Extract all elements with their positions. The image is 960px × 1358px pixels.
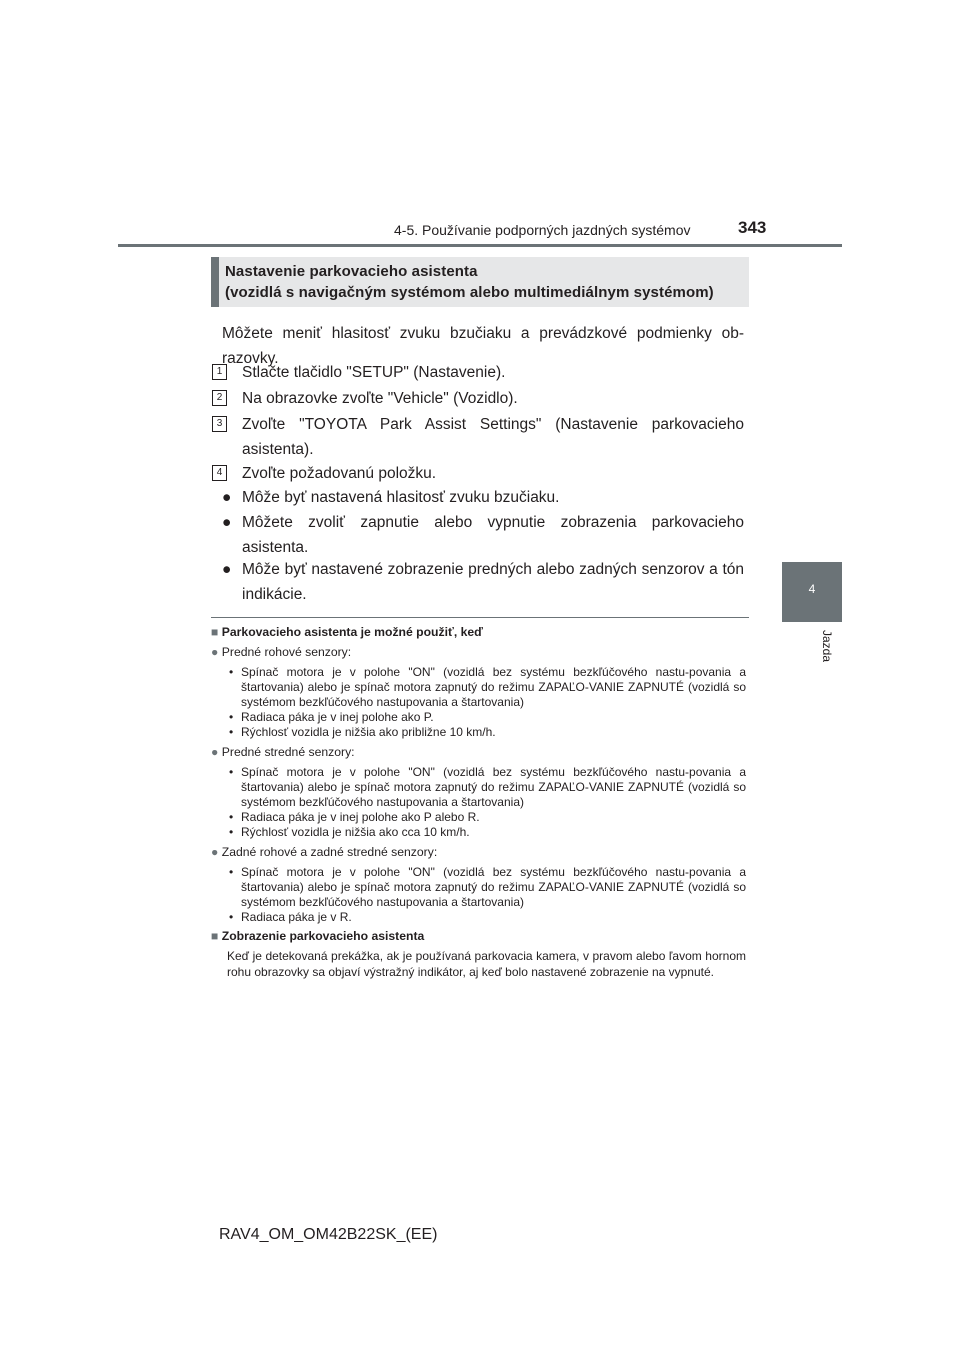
document-code: RAV4_OM_OM42B22SK_(EE) — [219, 1226, 438, 1243]
bullet-text: Môžete zvoliť zapnutie alebo vypnutie zobrazenia parkovacieho asistenta. — [242, 514, 744, 556]
step-1 — [212, 360, 744, 385]
step-4 — [212, 461, 744, 486]
section-title-line1: Nastavenie parkovacieho asistenta — [225, 263, 478, 280]
group-title-text: Predné rohové senzory: — [221, 645, 352, 659]
chapter-label: Jazda — [820, 630, 834, 663]
step-number: 2 — [212, 390, 227, 406]
header-rule — [118, 244, 842, 247]
dash-bullet-icon: • — [229, 725, 234, 739]
chapter-tab — [782, 562, 842, 622]
note-group-title — [211, 644, 746, 660]
list-item — [211, 910, 746, 925]
dash-bullet-icon: • — [229, 810, 234, 824]
list-item-text: Radiaca páka je v inej polohe ako P alebo R. — [241, 810, 480, 824]
note-heading-2 — [211, 928, 746, 944]
step-number: 1 — [212, 364, 227, 380]
note-paragraph: Keď je detekovaná prekážka, ak je používaná parkovacia kamera, v pravom alebo ľavom hornom rohu obrazovky sa objaví výstražný indikátor, aj keď bolo nastavené zobrazenie na vypnuté. — [227, 949, 746, 979]
dash-bullet-icon: • — [229, 765, 234, 779]
list-item — [211, 810, 746, 825]
intro-paragraph: Môžete meniť hlasitosť zvuku bzučiaku a prevádzkové podmienky ob-razovky. — [222, 325, 744, 367]
note-heading-1 — [211, 624, 746, 640]
step-text: Stlačte tlačidlo "SETUP" (Nastavenie). — [242, 364, 506, 381]
chapter-number: 4 — [808, 582, 816, 596]
list-item-text: Spínač motora je v polohe "ON" (vozidlá bez systému bezkľúčového nastu-povania a štartovania) alebo je spínač motora zapnutý do režimu ZAPAĽO-VANIE ZAPNUTÉ (vozidlá so systémom bezkľúčového nastupovania a štartovania) — [241, 765, 746, 809]
list-item-text: Rýchlosť vozidla je nižšia ako cca 10 km/h. — [241, 825, 470, 839]
round-bullet-icon: ● — [211, 845, 219, 859]
note-group-title — [211, 744, 746, 760]
notes-section — [211, 624, 746, 980]
dash-bullet-icon: • — [229, 865, 234, 879]
list-item — [211, 710, 746, 725]
dash-bullet-icon: • — [229, 910, 234, 924]
bullet-icon: ● — [222, 489, 232, 506]
running-header: 4-5. Používanie podporných jazdných systémov — [394, 222, 691, 238]
bullet-text: Môže byť nastavené zobrazenie predných alebo zadných senzorov a tón indikácie. — [242, 561, 744, 603]
list-item — [211, 725, 746, 740]
step-3 — [212, 412, 744, 462]
step-text: Zvoľte "TOYOTA Park Assist Settings" (Nastavenie parkovacieho asistenta). — [242, 416, 744, 458]
bullet-item — [222, 510, 744, 560]
note-heading-text: Parkovacieho asistenta je možné použiť, keď — [221, 625, 483, 639]
step-2 — [212, 386, 744, 411]
dash-bullet-icon: • — [229, 665, 234, 679]
bullet-item — [222, 485, 744, 510]
bullet-text: Môže byť nastavená hlasitosť zvuku bzučiaku. — [242, 489, 560, 506]
list-item — [211, 865, 746, 910]
list-item — [211, 765, 746, 810]
list-item-text: Radiaca páka je v R. — [241, 910, 352, 924]
group-title-text: Predné stredné senzory: — [221, 745, 355, 759]
step-text: Zvoľte požadovanú položku. — [242, 465, 437, 482]
list-item-text: Rýchlosť vozidla je nižšia ako približne 10 km/h. — [241, 725, 496, 739]
round-bullet-icon: ● — [211, 645, 219, 659]
list-item-text: Radiaca páka je v inej polohe ako P. — [241, 710, 434, 724]
list-item-text: Spínač motora je v polohe "ON" (vozidlá bez systému bezkľúčového nastu-povania a štartovania) alebo je spínač motora zapnutý do režimu ZAPAĽO-VANIE ZAPNUTÉ (vozidlá so systémom bezkľúčového nastupovania a štartovania) — [241, 865, 746, 909]
list-item — [211, 825, 746, 840]
list-item-text: Spínač motora je v polohe "ON" (vozidlá bez systému bezkľúčového nastu-povania a štartovania) alebo je spínač motora zapnutý do režimu ZAPAĽO-VANIE ZAPNUTÉ (vozidlá so systémom bezkľúčového nastupovania a štartovania) — [241, 665, 746, 709]
note-heading-text: Zobrazenie parkovacieho asistenta — [221, 929, 425, 943]
section-divider — [211, 617, 749, 618]
step-number: 4 — [212, 465, 227, 481]
square-bullet-icon: ■ — [211, 929, 219, 943]
dash-bullet-icon: • — [229, 825, 234, 839]
square-bullet-icon: ■ — [211, 625, 219, 639]
list-item — [211, 665, 746, 710]
section-title-box — [211, 257, 749, 307]
page-number: 343 — [738, 218, 767, 237]
section-title-line2: (vozidlá s navigačným systémom alebo multimediálnym systémom) — [225, 284, 714, 301]
dash-bullet-icon: • — [229, 710, 234, 724]
note-group-title — [211, 844, 746, 860]
step-number: 3 — [212, 416, 227, 432]
group-title-text: Zadné rohové a zadné stredné senzory: — [221, 845, 438, 859]
round-bullet-icon: ● — [211, 745, 219, 759]
bullet-icon: ● — [222, 514, 232, 531]
step-text: Na obrazovke zvoľte "Vehicle" (Vozidlo). — [242, 390, 518, 407]
bullet-icon: ● — [222, 561, 232, 578]
bullet-item — [222, 557, 744, 607]
